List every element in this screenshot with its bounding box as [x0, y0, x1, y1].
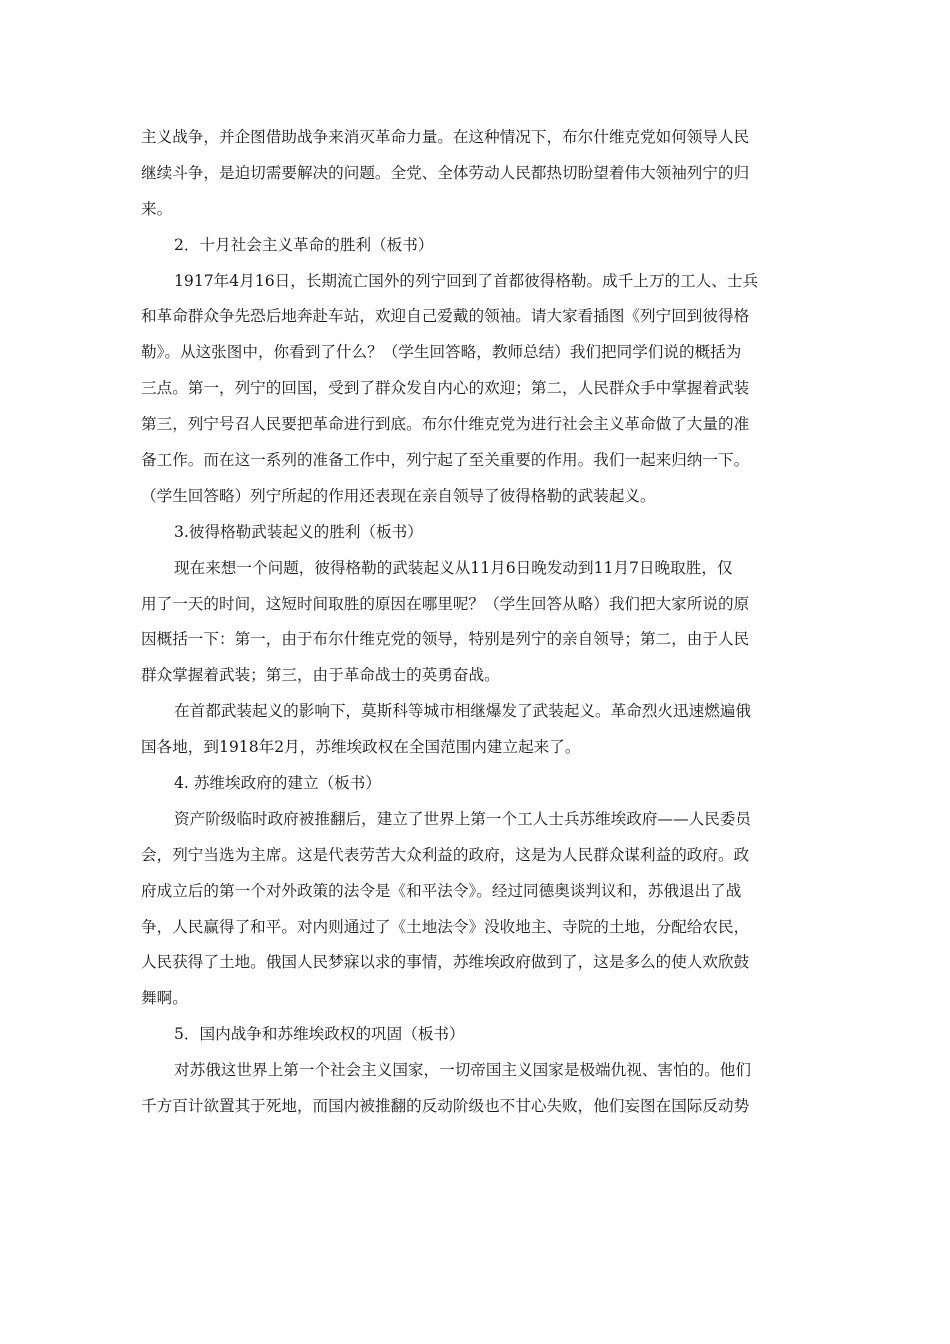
text-line: 3.彼得格勒武装起义的胜利（板书） [174, 522, 423, 541]
text-line: 备工作。而在这一系列的准备工作中，列宁起了至关重要的作用。我们一起来归纳一下。 [141, 451, 750, 470]
text-line: 第三，列宁号召人民要把革命进行到底。布尔什维克党为进行社会主义革命做了大量的准 [141, 415, 750, 434]
text-line: 三点。第一，列宁的回国，受到了群众发自内心的欢迎；第二，人民群众手中掌握着武装 [141, 379, 750, 398]
text-line: 千方百计欲置其于死地，而国内被推翻的反动阶级也不甘心失败，他们妄图在国际反动势 [141, 1097, 750, 1116]
text-line: 人民获得了土地。俄国人民梦寐以求的事情，苏维埃政府做到了，这是多么的使人欢欣鼓 [141, 953, 750, 972]
text-line: 4. 苏维埃政府的建立（板书） [174, 774, 381, 793]
text-line: 勒》。从这张图中，你看到了什么？（学生回答略，教师总结）我们把同学们说的概括为 [141, 343, 742, 362]
text-line: 继续斗争，是迫切需要解决的问题。全党、全体劳动人民都热切盼望着伟大领袖列宁的归 [141, 163, 750, 182]
text-line: 在首都武装起义的影响下，莫斯科等城市相继爆发了武装起义。革命烈火迅速燃遍俄 [174, 702, 751, 721]
text-line: 用了一天的时间，这短时间取胜的原因在哪里呢？（学生回答从略）我们把大家所说的原 [141, 594, 750, 613]
text-line: 5．国内战争和苏维埃政权的巩固（板书） [174, 1025, 465, 1044]
text-line: 会，列宁当选为主席。这是代表劳苦大众利益的政府，这是为人民群众谋利益的政府。政 [141, 845, 750, 864]
text-line: 来。 [141, 199, 173, 218]
text-line: （学生回答略）列宁所起的作用还表现在亲自领导了彼得格勒的武装起义。 [141, 486, 656, 505]
text-line: 和革命群众争先恐后地奔赴车站，欢迎自己爱戴的领袖。请大家看插图《列宁回到彼得格 [141, 307, 750, 326]
text-line: 现在来想一个问题，彼得格勒的武装起义从11月6日晚发动到11月7日晚取胜，仅 [174, 558, 733, 577]
text-line: 资产阶级临时政府被推翻后，建立了世界上第一个工人士兵苏维埃政府——人民委员 [174, 809, 751, 828]
text-line: 群众掌握着武装；第三，由于革命战士的英勇奋战。 [141, 666, 500, 685]
text-line: 因概括一下：第一，由于布尔什维克党的领导，特别是列宁的亲自领导；第二，由于人民 [141, 630, 750, 649]
text-line: 1917年4月16日，长期流亡国外的列宁回到了首都彼得格勒。成千上万的工人、士兵 [174, 271, 759, 290]
text-line: 2．十月社会主义革命的胜利（板书） [174, 235, 434, 254]
text-line: 对苏俄这世界上第一个社会主义国家，一切帝国主义国家是极端仇视、害怕的。他们 [174, 1061, 751, 1080]
text-line: 府成立后的第一个对外政策的法令是《和平法令》。经过同德奥谈判议和，苏俄退出了战 [141, 881, 742, 900]
text-line: 主义战争，并企图借助战争来消灭革命力量。在这种情况下，布尔什维克党如何领导人民 [141, 128, 750, 146]
text-line: 舞啊。 [141, 989, 188, 1008]
text-line: 国各地，到1918年2月，苏维埃政权在全国范围内建立起来了。 [141, 738, 581, 757]
text-line: 争，人民赢得了和平。对内则通过了《土地法令》没收地主、寺院的土地，分配给农民， [141, 917, 750, 936]
document-page [141, 120, 811, 1125]
